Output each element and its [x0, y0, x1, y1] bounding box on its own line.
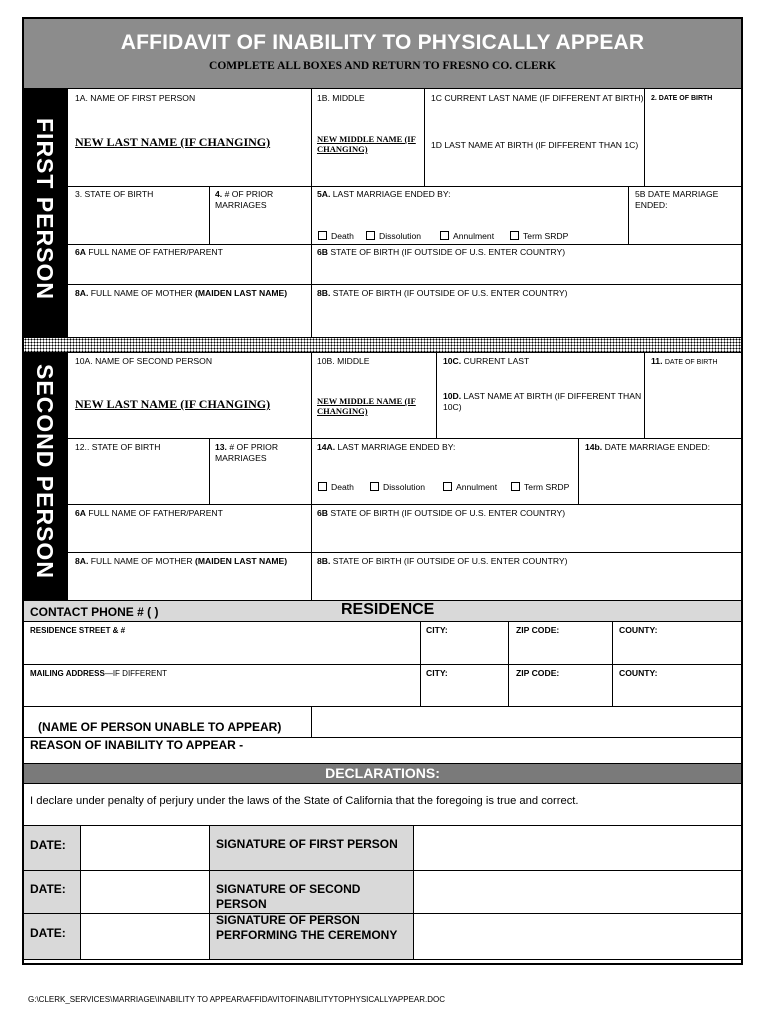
field-1d-label: 1D LAST NAME AT BIRTH (IF DIFFERENT THAN 1C) — [431, 140, 639, 150]
field-1a-label: 1A. NAME OF FIRST PERSON — [75, 93, 196, 103]
field-5a-num: 5A. — [317, 189, 331, 199]
field-5b-label: 5B DATE MARRIAGE ENDED: — [635, 189, 719, 210]
second-term-srdp-checkbox[interactable]: Term SRDP — [511, 482, 569, 492]
date-3-label: DATE: — [30, 926, 66, 940]
field-10a-label: 10A. NAME OF SECOND PERSON — [75, 356, 213, 366]
second-new-last-name-label: NEW LAST NAME (IF CHANGING) — [75, 397, 271, 411]
residence-heading: RESIDENCE — [341, 601, 435, 618]
first-dissolution-checkbox[interactable]: Dissolution — [366, 231, 421, 241]
field-4-num: 4. — [215, 189, 223, 199]
field-6b-label: STATE OF BIRTH (IF OUTSIDE OF U.S. ENTER COUNTRY) — [330, 247, 566, 257]
field-s8a-label: FULL NAME OF MOTHER — [90, 556, 193, 566]
field-6a-label: FULL NAME OF FATHER/PARENT — [88, 247, 223, 257]
second-dissolution-checkbox[interactable]: Dissolution — [370, 482, 425, 492]
field-14b-num: 14b. — [585, 442, 603, 452]
field-6a-num: 6A — [75, 247, 86, 257]
field-3-label: 3. STATE OF BIRTH — [75, 189, 154, 199]
date-1-label: DATE: — [30, 838, 66, 852]
second-person-label: SECOND PERSON — [32, 364, 58, 579]
form-subtitle: COMPLETE ALL BOXES AND RETURN TO FRESNO CO. CLERK — [209, 60, 556, 72]
section-divider — [24, 337, 741, 353]
unable-person-name-label: (NAME OF PERSON UNABLE TO APPEAR) — [38, 720, 282, 734]
signature-first-field[interactable] — [414, 826, 740, 870]
second-new-middle-name-label: NEW MIDDLE NAME (IF CHANGING) — [317, 396, 416, 416]
date-3-field[interactable] — [81, 914, 209, 959]
mailing-address-note: —IF DIFFERENT — [104, 669, 168, 678]
field-2-num: 2. — [651, 95, 657, 102]
field-14a-label: LAST MARRIAGE ENDED BY: — [337, 442, 456, 452]
field-6b-num: 6B — [317, 247, 328, 257]
field-5a-label: LAST MARRIAGE ENDED BY: — [332, 189, 451, 199]
signature-officiant-field[interactable] — [414, 914, 740, 959]
mailing-zip-label: ZIP CODE: — [516, 668, 560, 678]
field-s6a-label: FULL NAME OF FATHER/PARENT — [88, 508, 223, 518]
inability-reason-label: REASON OF INABILITY TO APPEAR - — [30, 738, 244, 752]
field-8b-num: 8B. — [317, 288, 331, 298]
field-s6a-num: 6A — [75, 508, 86, 518]
field-8a-num: 8A. — [75, 288, 89, 298]
first-annulment-checkbox[interactable]: Annulment — [440, 231, 494, 241]
mailing-city-label: CITY: — [426, 668, 448, 678]
residence-county-label: COUNTY: — [619, 625, 658, 635]
field-10d-label: LAST NAME AT BIRTH (IF DIFFERENT THAN 10C) — [443, 391, 642, 412]
field-11-num: 11. — [651, 356, 663, 366]
first-new-middle-name-label: NEW MIDDLE NAME (IF CHANGING) — [317, 134, 416, 154]
field-13-num: 13. — [215, 442, 227, 452]
field-12-label: 12.. STATE OF BIRTH — [75, 442, 161, 452]
field-13-label: # OF PRIOR MARRIAGES — [215, 442, 279, 463]
field-4-label: # OF PRIOR MARRIAGES — [215, 189, 274, 210]
declarations-band: DECLARATIONS: — [24, 764, 741, 783]
signature-second-label: SIGNATURE OF SECOND PERSON — [216, 882, 361, 911]
field-10c-label: CURRENT LAST — [463, 356, 530, 366]
mailing-county-label: COUNTY: — [619, 668, 658, 678]
date-2-label: DATE: — [30, 882, 66, 896]
form-title: AFFIDAVIT OF INABILITY TO PHYSICALLY APPEAR — [120, 31, 645, 54]
field-s8a-bold: (MAIDEN LAST NAME) — [195, 556, 288, 566]
field-8b-label: STATE OF BIRTH (IF OUTSIDE OF U.S. ENTER COUNTRY) — [332, 288, 568, 298]
field-s8a-num: 8A. — [75, 556, 89, 566]
signature-officiant-label: SIGNATURE OF PERSON PERFORMING THE CEREMONY — [216, 913, 398, 942]
field-2-label: DATE OF BIRTH — [658, 95, 713, 102]
field-8a-bold: (MAIDEN LAST NAME) — [195, 288, 288, 298]
contact-phone-label: CONTACT PHONE # ( ) — [30, 605, 159, 619]
field-10d-num: 10D. — [443, 391, 462, 401]
date-2-field[interactable] — [81, 871, 209, 913]
file-path-footer: G:\CLERK_SERVICES\MARRIAGE\INABILITY TO APPEAR\AFFIDAVITOFINABILITYTOPHYSICALLYAPPEAR.DOC — [28, 995, 446, 1004]
second-death-checkbox[interactable]: Death — [318, 482, 354, 492]
date-1-field[interactable] — [81, 826, 209, 870]
declaration-text: I declare under penalty of perjury under the laws of the State of California that the foregoing is true and correct. — [30, 795, 579, 807]
first-death-checkbox[interactable]: Death — [318, 231, 354, 241]
field-8a-label: FULL NAME OF MOTHER — [90, 288, 193, 298]
first-term-srdp-checkbox[interactable]: Term SRDP — [510, 231, 568, 241]
second-annulment-checkbox[interactable]: Annulment — [443, 482, 497, 492]
residence-city-label: CITY: — [426, 625, 448, 635]
field-14a-num: 14A. — [317, 442, 336, 452]
field-10c-num: 10C. — [443, 356, 462, 366]
mailing-address-label: MAILING ADDRESS — [30, 669, 105, 678]
field-1c-label: 1C CURRENT LAST NAME (IF DIFFERENT AT BIRTH) — [431, 93, 644, 103]
first-new-last-name-label: NEW LAST NAME (IF CHANGING) — [75, 135, 271, 149]
field-s8b-num: 8B. — [317, 556, 331, 566]
residence-zip-label: ZIP CODE: — [516, 625, 560, 635]
field-1b-label: 1B. MIDDLE — [317, 93, 365, 103]
field-s6b-num: 6B — [317, 508, 328, 518]
field-s6b-label: STATE OF BIRTH (IF OUTSIDE OF U.S. ENTER COUNTRY) — [330, 508, 566, 518]
residence-street-label: RESIDENCE STREET & # — [30, 626, 126, 635]
first-person-label: FIRST PERSON — [32, 118, 58, 300]
field-s8b-label: STATE OF BIRTH (IF OUTSIDE OF U.S. ENTER COUNTRY) — [332, 556, 568, 566]
signature-first-label: SIGNATURE OF FIRST PERSON — [216, 837, 398, 851]
field-11-label: DATE OF BIRTH — [664, 359, 718, 366]
field-10b-label: 10B. MIDDLE — [317, 356, 370, 366]
field-14b-label: DATE MARRIAGE ENDED: — [604, 442, 710, 452]
signature-second-field[interactable] — [414, 871, 740, 913]
